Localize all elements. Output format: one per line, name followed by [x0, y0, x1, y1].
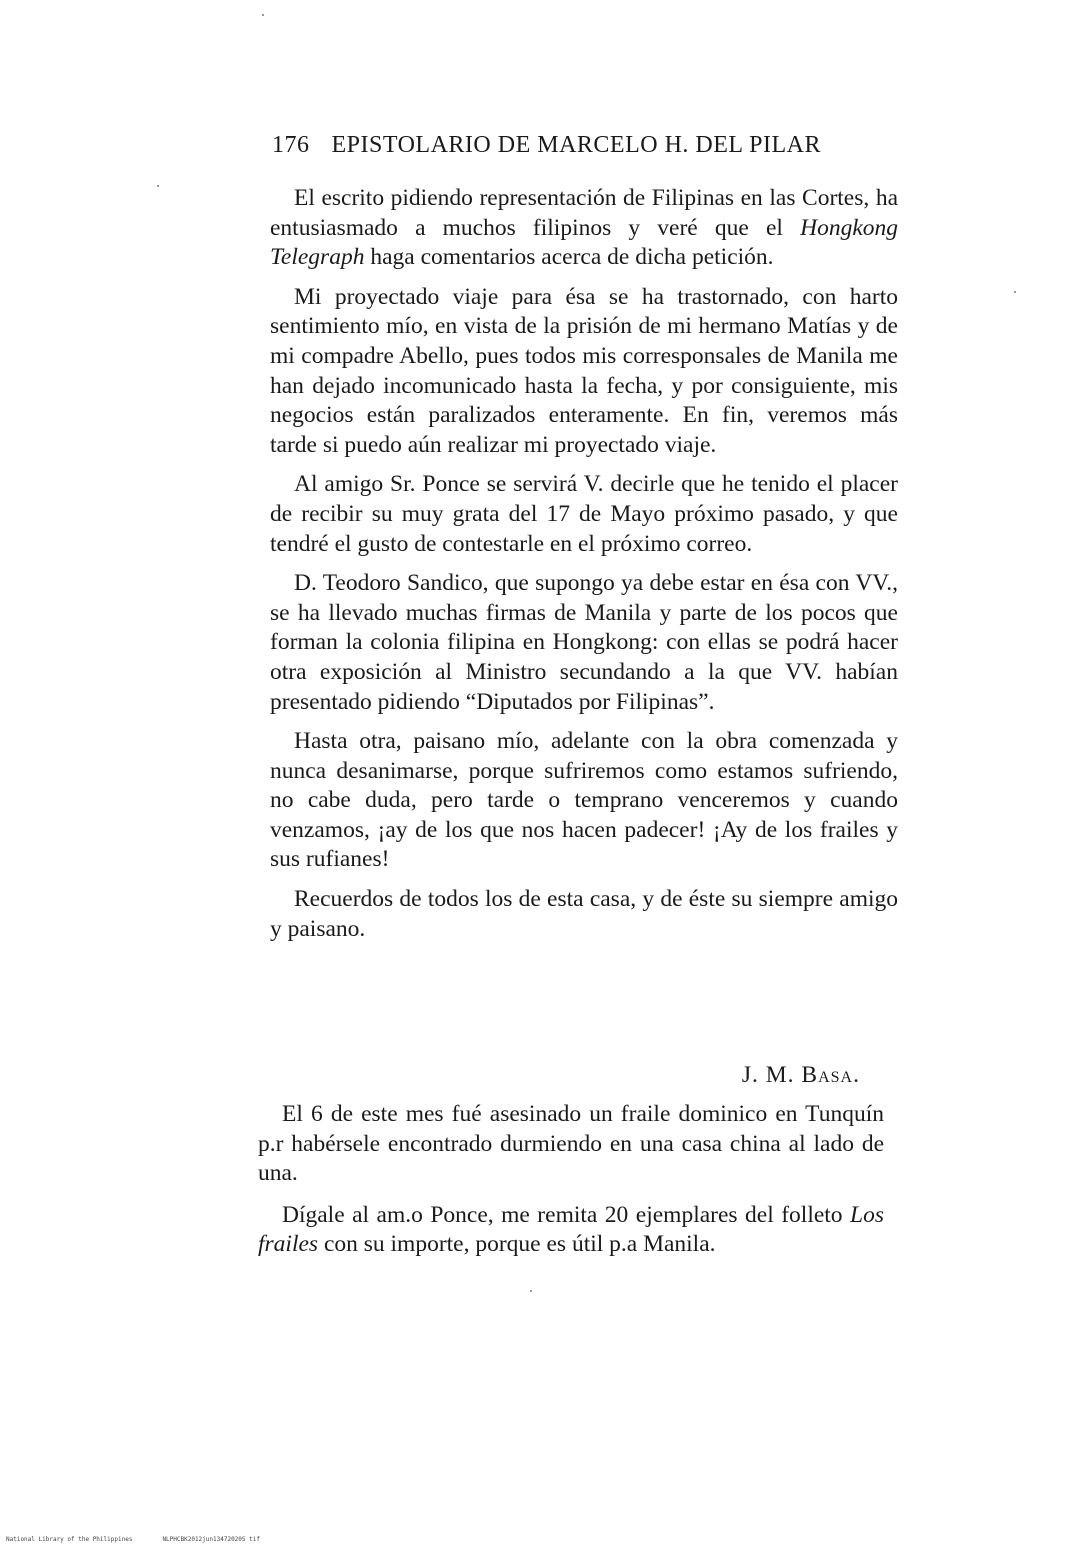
pamphlet-title: Los frailes [258, 1201, 884, 1258]
letter-paragraph-1 [270, 184, 898, 273]
paragraph-text: Dígale al am.o Ponce, me remita 20 ejemplares del folleto [282, 1201, 851, 1228]
running-header [272, 132, 832, 159]
library-credit: National Library of the Philippines [6, 1536, 133, 1543]
letter-paragraph-5: Hasta otra, paisano mío, adelante con la obra comenzada y nunca desanimarse, porque sufriremos como estamos sufriendo, no cabe duda, pero tarde o temprano venceremos y cuando venzamos, ¡ay de los que nos hacen padecer! ¡Ay de los frailes y sus rufianes! [270, 728, 898, 873]
scan-footer [6, 1536, 290, 1543]
paragraph-text: con su importe, porque es útil p.a Manila. [318, 1231, 716, 1258]
letter-body [270, 184, 898, 954]
scan-speck [530, 1290, 532, 1292]
letter-paragraph-4: D. Teodoro Sandico, que supongo ya debe estar en ésa con VV., se ha llevado muchas firmas de Manila y parte de los pocos que forman la colonia filipina en Hongkong: con ellas se podrá hacer otra exposición al Ministro secundando a la que VV. habían presentado pidiendo “Diputados por Filipinas”. [270, 570, 898, 715]
page-number: 176 [272, 132, 310, 158]
paragraph-text: haga comentarios acerca de dicha petición. [364, 244, 774, 271]
postscript-paragraph-1: El 6 de este mes fué asesinado un fraile dominico en Tunquín p.r habérsele encontrado durmiendo en una casa china al lado de una. [258, 1101, 884, 1187]
postscript [258, 1100, 884, 1272]
scan-speck [262, 14, 264, 16]
signature: J. M. Basa. [741, 1062, 860, 1088]
postscript-paragraph-2 [258, 1201, 884, 1260]
letter-paragraph-6: Recuerdos de todos los de esta casa, y de éste su siempre amigo y paisano. [270, 886, 898, 942]
letter-paragraph-3: Al amigo Sr. Ponce se servirá V. decirle que he tenido el placer de recibir su muy grata del 17 de Mayo próximo pasado, y que tendré el gusto de contestarle en el próximo correo. [270, 471, 898, 557]
paragraph-text: El escrito pidiendo representación de Filipinas en las Cortes, ha entusiasmado a muchos filipinos y veré que el [270, 185, 898, 241]
running-title: EPISTOLARIO DE MARCELO H. DEL PILAR [331, 132, 821, 158]
scan-speck [157, 185, 159, 187]
scan-file-id: NLPHCBK2012jun13472020S tif [162, 1536, 260, 1543]
letter-paragraph-2: Mi proyectado viaje para ésa se ha trastornado, con harto sentimiento mío, en vista de la prisión de mi hermano Matías y de mi compadre Abello, pues todos mis corresponsales de Manila me han dejado incomunicado hasta la fecha, y por consiguiente, mis negocios están paralizados enteramente. En fin, veremos más tarde si puedo aún realizar mi proyectado viaje. [270, 283, 898, 458]
scan-speck [1014, 291, 1016, 293]
newspaper-title: Hongkong Telegraph [270, 214, 898, 271]
